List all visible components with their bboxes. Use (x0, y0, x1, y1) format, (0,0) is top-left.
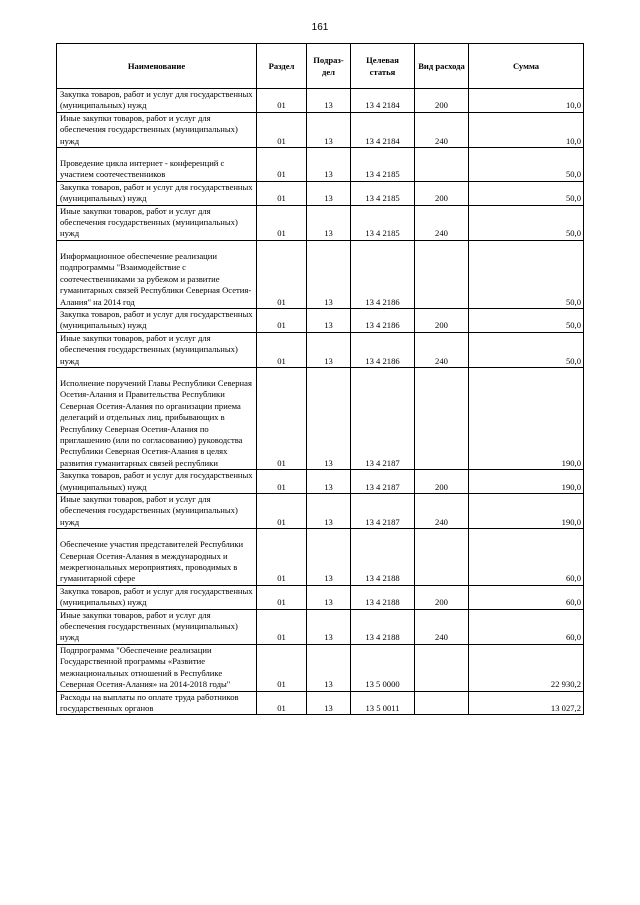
table-row (57, 332, 584, 367)
cell-name: Закупка товаров, работ и услуг для государственных (муниципальных) нужд (57, 308, 257, 332)
table-row (57, 691, 584, 715)
cell-name: Иные закупки товаров, работ и услуг для обеспечения государственных (муниципальных) нужд (57, 494, 257, 529)
header-name: Наименование (57, 44, 257, 89)
cell-name: Закупка товаров, работ и услуг для государственных (муниципальных) нужд (57, 470, 257, 494)
cell-name: Иные закупки товаров, работ и услуг для обеспечения государственных (муниципальных) нужд (57, 332, 257, 367)
cell-type (415, 148, 469, 182)
table-row (57, 308, 584, 332)
cell-name: Иные закупки товаров, работ и услуг для обеспечения государственных (муниципальных) нужд (57, 112, 257, 147)
cell-target: 13 4 2186 (351, 240, 415, 308)
cell-type: 240 (415, 609, 469, 644)
cell-section: 01 (257, 470, 307, 494)
cell-sum: 50,0 (469, 332, 584, 367)
header-target: Целевая статья (351, 44, 415, 89)
cell-section: 01 (257, 691, 307, 715)
cell-sum: 60,0 (469, 529, 584, 586)
cell-name: Подпрограмма "Обеспечение реализации Государственной программы «Развитие межнациональных отношений в Республике Северная Осетия-Алания» на 2014-2018 годы" (57, 644, 257, 691)
cell-sum: 10,0 (469, 112, 584, 147)
cell-section: 01 (257, 308, 307, 332)
cell-subsection: 13 (307, 585, 351, 609)
cell-name: Закупка товаров, работ и услуг для государственных (муниципальных) нужд (57, 181, 257, 205)
table-row (57, 644, 584, 691)
cell-sum: 190,0 (469, 470, 584, 494)
header-section: Раздел (257, 44, 307, 89)
cell-type: 240 (415, 205, 469, 240)
cell-name: Иные закупки товаров, работ и услуг для обеспечения государственных (муниципальных) нужд (57, 609, 257, 644)
cell-target: 13 5 0011 (351, 691, 415, 715)
cell-target: 13 4 2186 (351, 332, 415, 367)
cell-target: 13 4 2184 (351, 89, 415, 113)
table-header-row (57, 44, 584, 89)
table-row (57, 205, 584, 240)
cell-section: 01 (257, 367, 307, 469)
table-row (57, 181, 584, 205)
cell-type (415, 240, 469, 308)
cell-subsection: 13 (307, 367, 351, 469)
cell-sum: 50,0 (469, 181, 584, 205)
cell-subsection: 13 (307, 691, 351, 715)
cell-sum: 10,0 (469, 89, 584, 113)
cell-section: 01 (257, 181, 307, 205)
cell-name: Обеспечение участия представителей Республики Северная Осетия-Алания в международных и межрегиональных мероприятиях, проводимых в гуманитарной сфере (57, 529, 257, 586)
table-row (57, 585, 584, 609)
cell-target: 13 4 2187 (351, 494, 415, 529)
table-row (57, 89, 584, 113)
cell-type: 200 (415, 181, 469, 205)
cell-subsection: 13 (307, 308, 351, 332)
cell-subsection: 13 (307, 181, 351, 205)
cell-sum: 50,0 (469, 148, 584, 182)
cell-subsection: 13 (307, 609, 351, 644)
header-subsection: Подраз-дел (307, 44, 351, 89)
cell-sum: 50,0 (469, 308, 584, 332)
cell-sum: 13 027,2 (469, 691, 584, 715)
cell-name: Закупка товаров, работ и услуг для государственных (муниципальных) нужд (57, 585, 257, 609)
cell-type: 200 (415, 585, 469, 609)
cell-section: 01 (257, 529, 307, 586)
cell-section: 01 (257, 112, 307, 147)
cell-name: Проведение цикла интернет - конференций с участием соотечественников (57, 148, 257, 182)
cell-type: 240 (415, 494, 469, 529)
cell-type (415, 691, 469, 715)
table-row (57, 112, 584, 147)
cell-subsection: 13 (307, 148, 351, 182)
cell-name: Иные закупки товаров, работ и услуг для обеспечения государственных (муниципальных) нужд (57, 205, 257, 240)
cell-sum: 22 930,2 (469, 644, 584, 691)
table-row (57, 494, 584, 529)
cell-target: 13 4 2187 (351, 470, 415, 494)
cell-sum: 50,0 (469, 240, 584, 308)
cell-target: 13 4 2185 (351, 181, 415, 205)
cell-section: 01 (257, 585, 307, 609)
table-row (57, 367, 584, 469)
cell-subsection: 13 (307, 494, 351, 529)
cell-section: 01 (257, 644, 307, 691)
cell-target: 13 5 0000 (351, 644, 415, 691)
cell-subsection: 13 (307, 332, 351, 367)
table-row (57, 470, 584, 494)
cell-section: 01 (257, 494, 307, 529)
cell-section: 01 (257, 148, 307, 182)
cell-sum: 60,0 (469, 609, 584, 644)
table-row (57, 529, 584, 586)
page-number: 161 (311, 22, 329, 33)
table-row (57, 609, 584, 644)
table-row (57, 240, 584, 308)
cell-section: 01 (257, 609, 307, 644)
header-sum: Сумма (469, 44, 584, 89)
cell-type: 240 (415, 332, 469, 367)
cell-sum: 190,0 (469, 367, 584, 469)
cell-type (415, 529, 469, 586)
header-type: Вид расхода (415, 44, 469, 89)
cell-target: 13 4 2186 (351, 308, 415, 332)
cell-target: 13 4 2188 (351, 585, 415, 609)
cell-target: 13 4 2185 (351, 148, 415, 182)
cell-sum: 50,0 (469, 205, 584, 240)
cell-name: Закупка товаров, работ и услуг для государственных (муниципальных) нужд (57, 89, 257, 113)
cell-subsection: 13 (307, 644, 351, 691)
cell-name: Расходы на выплаты по оплате труда работников государственных органов (57, 691, 257, 715)
cell-sum: 60,0 (469, 585, 584, 609)
table-row (57, 148, 584, 182)
cell-subsection: 13 (307, 470, 351, 494)
cell-target: 13 4 2188 (351, 529, 415, 586)
cell-subsection: 13 (307, 529, 351, 586)
cell-subsection: 13 (307, 240, 351, 308)
cell-type: 240 (415, 112, 469, 147)
cell-subsection: 13 (307, 89, 351, 113)
cell-section: 01 (257, 240, 307, 308)
cell-section: 01 (257, 89, 307, 113)
cell-target: 13 4 2188 (351, 609, 415, 644)
cell-subsection: 13 (307, 112, 351, 147)
cell-type (415, 644, 469, 691)
cell-section: 01 (257, 205, 307, 240)
cell-sum: 190,0 (469, 494, 584, 529)
cell-target: 13 4 2184 (351, 112, 415, 147)
cell-target: 13 4 2185 (351, 205, 415, 240)
cell-subsection: 13 (307, 205, 351, 240)
cell-name: Исполнение поручений Главы Республики Северная Осетия-Алания и Правительства Республики Северная Осетия-Алания по организации приема делегаций и отдельных лиц, прибывающих в Республику Северная Осетия-Алания по приглашению (или по согласованию) руководства Республики Северная Осетия-Алания в целях развития гуманитарных связей республики (57, 367, 257, 469)
budget-table (56, 43, 584, 715)
cell-type (415, 367, 469, 469)
cell-target: 13 4 2187 (351, 367, 415, 469)
cell-section: 01 (257, 332, 307, 367)
cell-type: 200 (415, 89, 469, 113)
cell-type: 200 (415, 470, 469, 494)
cell-name: Информационное обеспечение реализации подпрограммы "Взаимодействие с соотечественниками за рубежом и развитие гуманитарных связей Республики Северная Осетия-Алания" на 2014 год (57, 240, 257, 308)
cell-type: 200 (415, 308, 469, 332)
